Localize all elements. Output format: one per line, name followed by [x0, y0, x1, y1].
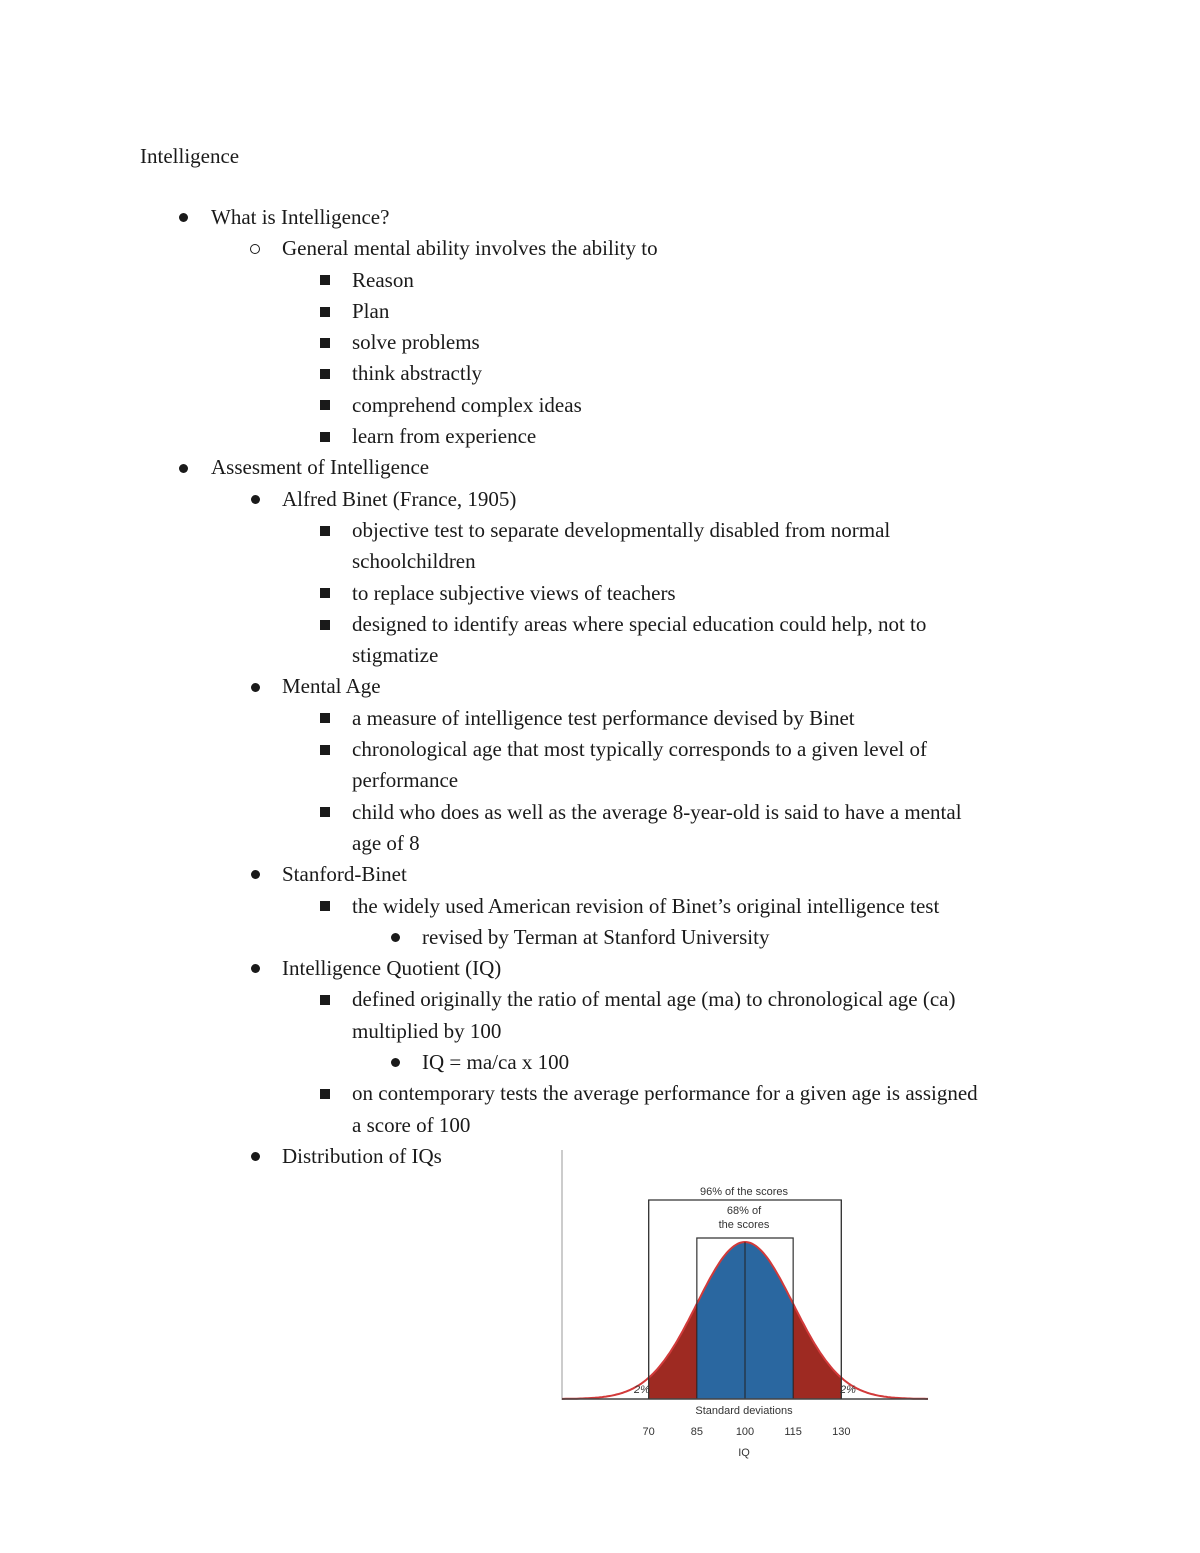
outline-item-text: objective test to separate developmentally disabled from normal — [352, 517, 891, 542]
dot-bullet-icon — [388, 1047, 402, 1078]
outline-item-level-3 — [0, 828, 1200, 859]
outline-item-level-4 — [0, 922, 1200, 953]
outline-item-level-3 — [0, 296, 1200, 327]
outline-item-level-3 — [0, 765, 1200, 796]
outline-item-level-3 — [0, 327, 1200, 358]
page-title: Intelligence — [140, 144, 240, 168]
outline-item-level-3 — [0, 1016, 1200, 1047]
outline-item-level-2 — [0, 859, 1200, 890]
outer-bracket-label: 96% of the scores — [699, 1186, 789, 1198]
iq-distribution-figure — [556, 1150, 936, 1470]
outline-item-text: Intelligence Quotient (IQ) — [282, 956, 502, 981]
outline-item-text: comprehend complex ideas — [352, 392, 582, 417]
outline-item-level-2 — [0, 233, 1200, 264]
outline-item-text: multiplied by 100 — [352, 1018, 502, 1043]
outline-item-text: Reason — [352, 267, 414, 292]
square-bullet-icon — [318, 358, 332, 389]
outline-item-level-3 — [0, 640, 1200, 671]
outline-item-level-3 — [0, 390, 1200, 421]
square-bullet-icon — [318, 797, 332, 828]
outline-item-level-3 — [0, 265, 1200, 296]
outline-item-text: IQ = ma/ca x 100 — [422, 1050, 570, 1075]
outline-item-level-3 — [0, 797, 1200, 828]
outline-item-text: Alfred Binet (France, 1905) — [282, 486, 517, 511]
dot-bullet-icon — [176, 452, 190, 483]
outline-item-text: Mental Age — [282, 674, 381, 699]
tick-label: 100 — [735, 1426, 755, 1438]
dot-bullet-icon — [248, 671, 262, 702]
tick-label: 115 — [784, 1426, 802, 1438]
square-bullet-icon — [318, 265, 332, 296]
square-bullet-icon — [318, 578, 332, 609]
outline-item-text: on contemporary tests the average performance for a given age is assigned — [352, 1081, 978, 1106]
outline-item-level-3 — [0, 358, 1200, 389]
outline-item-text: chronological age that most typically corresponds to a given level of — [352, 737, 927, 762]
outline-item-text: What is Intelligence? — [211, 205, 390, 229]
outline-item-text: solve problems — [352, 330, 480, 355]
square-bullet-icon — [318, 421, 332, 452]
left-tail-label: 2% — [634, 1384, 650, 1396]
tick-label: 85 — [690, 1426, 703, 1438]
square-bullet-icon — [318, 327, 332, 358]
outline-item-text: defined originally the ratio of mental age (ma) to chronological age (ca) — [352, 987, 956, 1012]
axis-label: IQ — [738, 1447, 750, 1459]
square-bullet-icon — [318, 1078, 332, 1109]
outline-item-level-1 — [0, 452, 1200, 483]
outline-item-text: a measure of intelligence test performance devised by Binet — [352, 705, 855, 730]
outline-item-level-3 — [0, 891, 1200, 922]
iq-distribution-chart — [556, 1150, 936, 1470]
outline-item-text: think abstractly — [352, 361, 483, 386]
outline-item-level-3 — [0, 421, 1200, 452]
outline-item-text: performance — [352, 768, 459, 793]
outline-item-level-2 — [0, 671, 1200, 702]
outline-item-text: Stanford-Binet — [282, 862, 407, 887]
outline-item-text: the widely used American revision of Binet’s original intelligence test — [352, 893, 940, 918]
axis-caption: Standard deviations — [695, 1405, 793, 1417]
outline-item-text: child who does as well as the average 8-year-old is said to have a mental — [352, 799, 962, 824]
square-bullet-icon — [318, 734, 332, 765]
outline-item-text: a score of 100 — [352, 1112, 471, 1137]
outline-list — [0, 202, 1200, 1172]
outline-item-text: learn from experience — [352, 424, 537, 449]
square-bullet-icon — [318, 390, 332, 421]
dot-bullet-icon — [388, 922, 402, 953]
dot-bullet-icon — [248, 1141, 262, 1172]
outline-item-text: stigmatize — [352, 643, 439, 668]
right-tail-label: 2% — [840, 1384, 856, 1396]
outline-item-level-3 — [0, 1078, 1200, 1109]
square-bullet-icon — [318, 515, 332, 546]
inner-bracket-label-line2: the scores — [718, 1219, 770, 1231]
outline-item-level-1 — [0, 202, 1200, 233]
tick-label: 130 — [832, 1426, 851, 1438]
dot-bullet-icon — [248, 484, 262, 515]
outline-item-text: General mental ability involves the ability to — [282, 236, 658, 261]
outline-item-text: age of 8 — [352, 830, 420, 855]
outline-item-level-2 — [0, 953, 1200, 984]
outline-item-level-3 — [0, 609, 1200, 640]
outline-item-level-2 — [0, 484, 1200, 515]
square-bullet-icon — [318, 296, 332, 327]
outline-item-level-3 — [0, 1110, 1200, 1141]
outline-item-level-3 — [0, 703, 1200, 734]
outline-item-text: Distribution of IQs — [282, 1143, 442, 1168]
tick-labels — [643, 1426, 851, 1438]
outline-item-text: to replace subjective views of teachers — [352, 580, 676, 605]
outline-item-text: Assesment of Intelligence — [211, 455, 430, 480]
dot-bullet-icon — [176, 202, 190, 233]
tick-label: 70 — [642, 1426, 655, 1438]
outline-item-level-3 — [0, 515, 1200, 546]
inner-bracket-label-line1: 68% of — [726, 1205, 762, 1217]
outline-item-text: revised by Terman at Stanford University — [422, 924, 770, 949]
outline-item-text: schoolchildren — [352, 549, 476, 574]
outline-item-level-3 — [0, 578, 1200, 609]
outline-item-text: designed to identify areas where special education could help, not to — [352, 611, 927, 636]
outline-item-level-3 — [0, 734, 1200, 765]
outline-item-text: Plan — [352, 298, 390, 323]
outline-item-level-4 — [0, 1047, 1200, 1078]
circle-bullet-icon — [248, 233, 262, 264]
square-bullet-icon — [318, 891, 332, 922]
outline-item-level-3 — [0, 546, 1200, 577]
square-bullet-icon — [318, 703, 332, 734]
outline-item-level-3 — [0, 984, 1200, 1015]
dot-bullet-icon — [248, 953, 262, 984]
square-bullet-icon — [318, 984, 332, 1015]
square-bullet-icon — [318, 609, 332, 640]
dot-bullet-icon — [248, 859, 262, 890]
